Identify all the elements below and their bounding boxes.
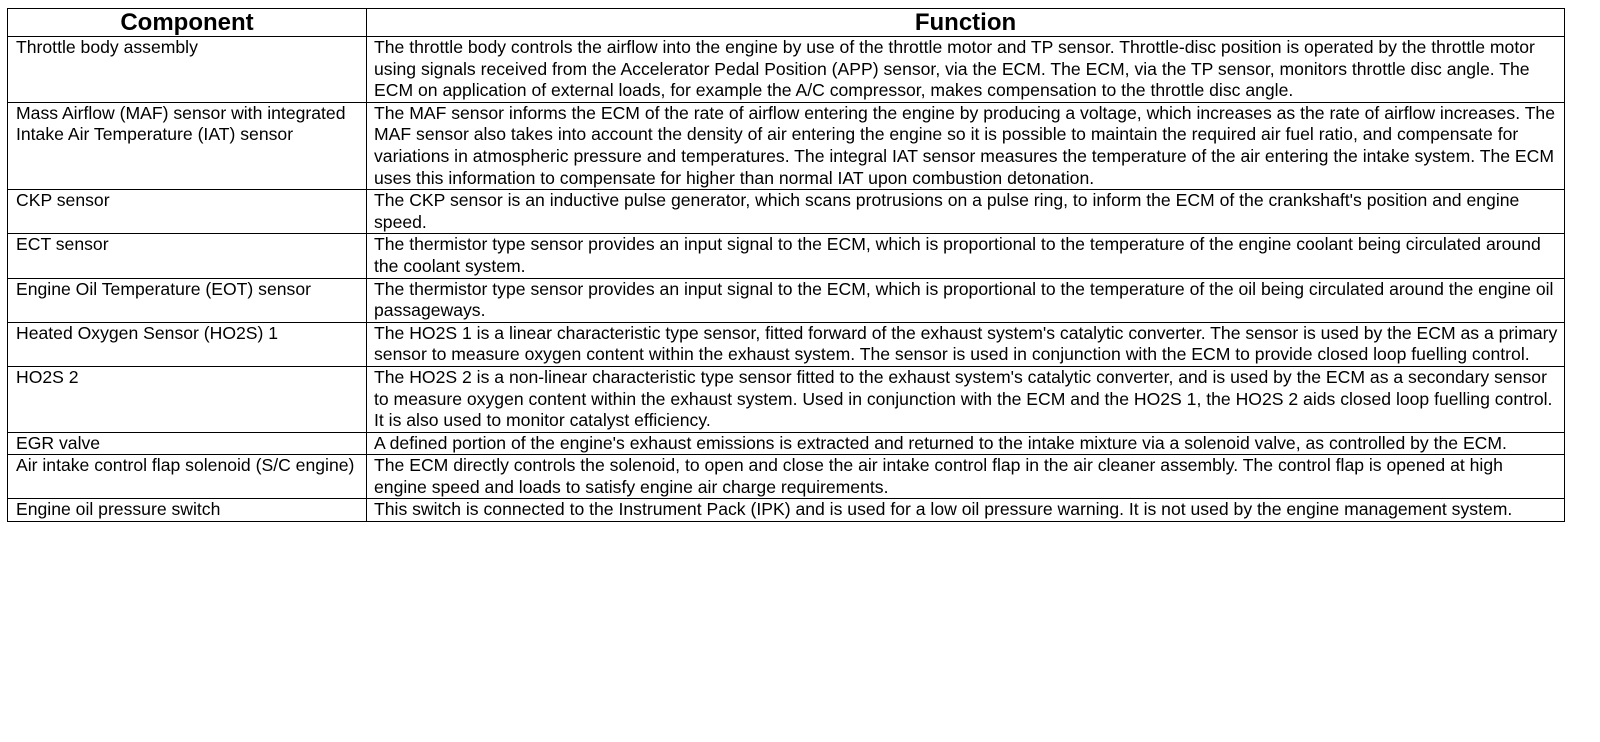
table-row bbox=[8, 102, 1565, 189]
header-function: Function bbox=[367, 9, 1565, 37]
function-cell: The ECM directly controls the solenoid, to open and close the air intake control flap in the air cleaner assembly. The control flap is opened at high engine speed and loads to satisfy engine air charge requirements. bbox=[367, 455, 1565, 499]
table-row bbox=[8, 432, 1565, 455]
function-cell: The CKP sensor is an inductive pulse generator, which scans protrusions on a pulse ring, to inform the ECM of the crankshaft's position and engine speed. bbox=[367, 190, 1565, 234]
component-cell: Throttle body assembly bbox=[8, 37, 367, 103]
header-component: Component bbox=[8, 9, 367, 37]
component-cell: Air intake control flap solenoid (S/C engine) bbox=[8, 455, 367, 499]
table-row bbox=[8, 278, 1565, 322]
function-cell: The thermistor type sensor provides an input signal to the ECM, which is proportional to the temperature of the oil being circulated around the engine oil passageways. bbox=[367, 278, 1565, 322]
header-row bbox=[8, 9, 1565, 37]
function-cell: A defined portion of the engine's exhaust emissions is extracted and returned to the intake mixture via a solenoid valve, as controlled by the ECM. bbox=[367, 432, 1565, 455]
table-row bbox=[8, 455, 1565, 499]
component-cell: HO2S 2 bbox=[8, 366, 367, 432]
function-cell: The MAF sensor informs the ECM of the rate of airflow entering the engine by producing a voltage, which increases as the rate of airflow increases. The MAF sensor also takes into account the density of air entering the engine so it is possible to maintain the required air fuel ratio, and compensate for variations in atmospheric pressure and temperatures. The integral IAT sensor measures the temperature of the air entering the intake system. The ECM uses this information to compensate for higher than normal IAT upon combustion detonation. bbox=[367, 102, 1565, 189]
function-cell: The HO2S 2 is a non-linear characteristic type sensor fitted to the exhaust system's catalytic converter, and is used by the ECM as a secondary sensor to measure oxygen content within the exhaust system. Used in conjunction with the ECM and the HO2S 1, the HO2S 2 aids closed loop fuelling control. It is also used to monitor catalyst efficiency. bbox=[367, 366, 1565, 432]
table-row bbox=[8, 190, 1565, 234]
component-cell: Heated Oxygen Sensor (HO2S) 1 bbox=[8, 322, 367, 366]
component-cell: Engine oil pressure switch bbox=[8, 499, 367, 522]
function-cell: The throttle body controls the airflow into the engine by use of the throttle motor and TP sensor. Throttle-disc position is operated by the throttle motor using signals received from the Accelerator Pedal Position (APP) sensor, via the ECM. The ECM, via the TP sensor, monitors throttle disc angle. The ECM on application of external loads, for example the A/C compressor, makes compensation to the throttle disc angle. bbox=[367, 37, 1565, 103]
function-cell: This switch is connected to the Instrument Pack (IPK) and is used for a low oil pressure warning. It is not used by the engine management system. bbox=[367, 499, 1565, 522]
function-cell: The thermistor type sensor provides an input signal to the ECM, which is proportional to the temperature of the engine coolant being circulated around the coolant system. bbox=[367, 234, 1565, 278]
function-cell: The HO2S 1 is a linear characteristic type sensor, fitted forward of the exhaust system's catalytic converter. The sensor is used by the ECM as a primary sensor to measure oxygen content within the exhaust system. The sensor is used in conjunction with the ECM to provide closed loop fuelling control. bbox=[367, 322, 1565, 366]
component-function-table bbox=[7, 8, 1565, 522]
table-row bbox=[8, 366, 1565, 432]
table-row bbox=[8, 37, 1565, 103]
component-cell: ECT sensor bbox=[8, 234, 367, 278]
table-row bbox=[8, 234, 1565, 278]
component-cell: CKP sensor bbox=[8, 190, 367, 234]
component-cell: Engine Oil Temperature (EOT) sensor bbox=[8, 278, 367, 322]
table-row bbox=[8, 322, 1565, 366]
component-cell: EGR valve bbox=[8, 432, 367, 455]
table-row bbox=[8, 499, 1565, 522]
component-cell: Mass Airflow (MAF) sensor with integrated Intake Air Temperature (IAT) sensor bbox=[8, 102, 367, 189]
